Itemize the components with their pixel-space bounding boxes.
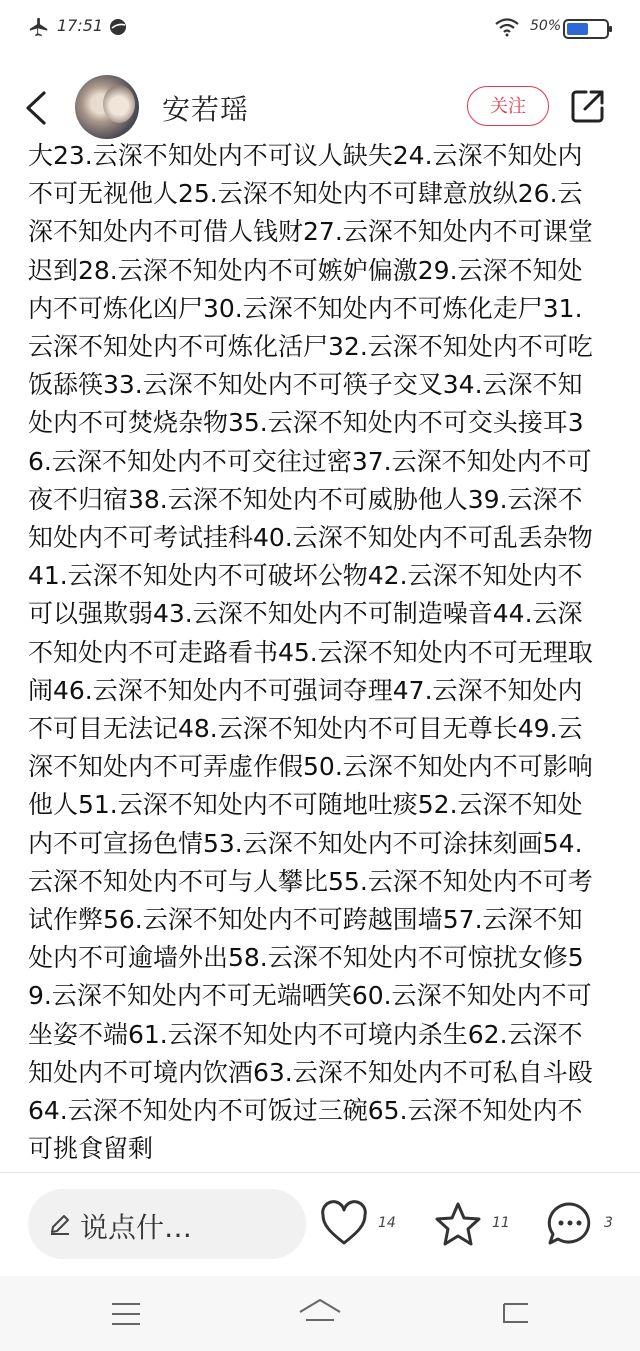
back-arrow-icon[interactable] bbox=[22, 90, 52, 126]
article-text: 大23.云深不知处内不可议人缺失24.云深不知处内不可无视他人25.云深不知处内不可肆意放纵26.云深不知处内不可借人钱财27.云深不知处内不可课堂迟到28.云深不知处内不可嫉妒偏激29.云深不知处内不可炼化凶尸30.云深不知处内不可炼化走尸31.云深不知处内不可炼化活尸32.云深不知处内不可吃饭舔筷33.云深不知处内不可筷子交叉34.云深不知处内不可焚烧杂物35.云深不知处内不可交头接耳36.云深不知处内不可交往过密37.云深不知处内不可夜不归宿38.云深不知处内不可威胁他人39.云深不知处内不可考试挂科40.云深不知处内不可乱丢杂物41.云深不知处内不可破坏公物42.云深不知处内不可以强欺弱43.云深不知处内不可制造噪音44.云深不知处内不可走路看书45.云深不知处内不可无理取闹46.云深不知处内不可强词夺理47.云深不知处内不可目无法记48.云深不知处内不可目无尊长49.云深不知处内不可弄虚作假50.云深不知处内不可影响他人51.云深不知处内不可随地吐痰52.云深不知处内不可宣扬色情53.云深不知处内不可涂抹刻画54.云深不知处内不可与人攀比55.云深不知处内不可考试作弊56.云深不知处内不可跨越围墙57.云深不知处内不可逾墙外出58.云深不知处内不可惊扰女修59.云深不知处内不可无端哂笑60.云深不知处内不可坐姿不端61.云深不知处内不可境内杀生62.云深不知处内不可境内饮酒63.云深不知处内不可私自斗殴64.云深不知处内不可饭过三碗65.云深不知处内不可挑食留剩 bbox=[28, 141, 593, 1164]
comment-placeholder: 说点什… bbox=[80, 1211, 193, 1244]
battery-icon bbox=[563, 18, 613, 40]
favorite-count: 11 bbox=[492, 1215, 510, 1231]
divider bbox=[0, 1172, 640, 1173]
share-icon[interactable] bbox=[570, 88, 606, 124]
heart-icon bbox=[320, 1201, 368, 1247]
home-icon[interactable] bbox=[298, 1298, 342, 1328]
follow-button[interactable]: 关注 bbox=[467, 86, 549, 126]
return-icon[interactable] bbox=[500, 1300, 532, 1328]
avatar[interactable] bbox=[75, 75, 139, 139]
status-time: 17:51 bbox=[57, 16, 104, 35]
comment-count: 3 bbox=[604, 1215, 613, 1231]
status-bar bbox=[0, 0, 640, 58]
airplane-icon bbox=[28, 16, 50, 38]
battery-percent: 50% bbox=[530, 18, 562, 34]
favorite-button[interactable] bbox=[434, 1201, 514, 1247]
like-button[interactable] bbox=[320, 1201, 400, 1247]
comment-button[interactable] bbox=[546, 1201, 616, 1247]
comment-bubble-icon bbox=[546, 1201, 594, 1247]
author-name[interactable]: 安若瑶 bbox=[162, 93, 250, 126]
system-nav-bar bbox=[0, 1276, 640, 1351]
menu-icon[interactable] bbox=[111, 1302, 141, 1326]
article-body bbox=[0, 141, 640, 1172]
avatar-image bbox=[103, 85, 135, 123]
pen-icon bbox=[48, 1212, 72, 1236]
star-icon bbox=[434, 1201, 482, 1247]
comment-input[interactable] bbox=[28, 1189, 306, 1259]
moon-icon bbox=[108, 17, 128, 37]
like-count: 14 bbox=[378, 1215, 396, 1231]
wifi-icon bbox=[494, 17, 520, 37]
